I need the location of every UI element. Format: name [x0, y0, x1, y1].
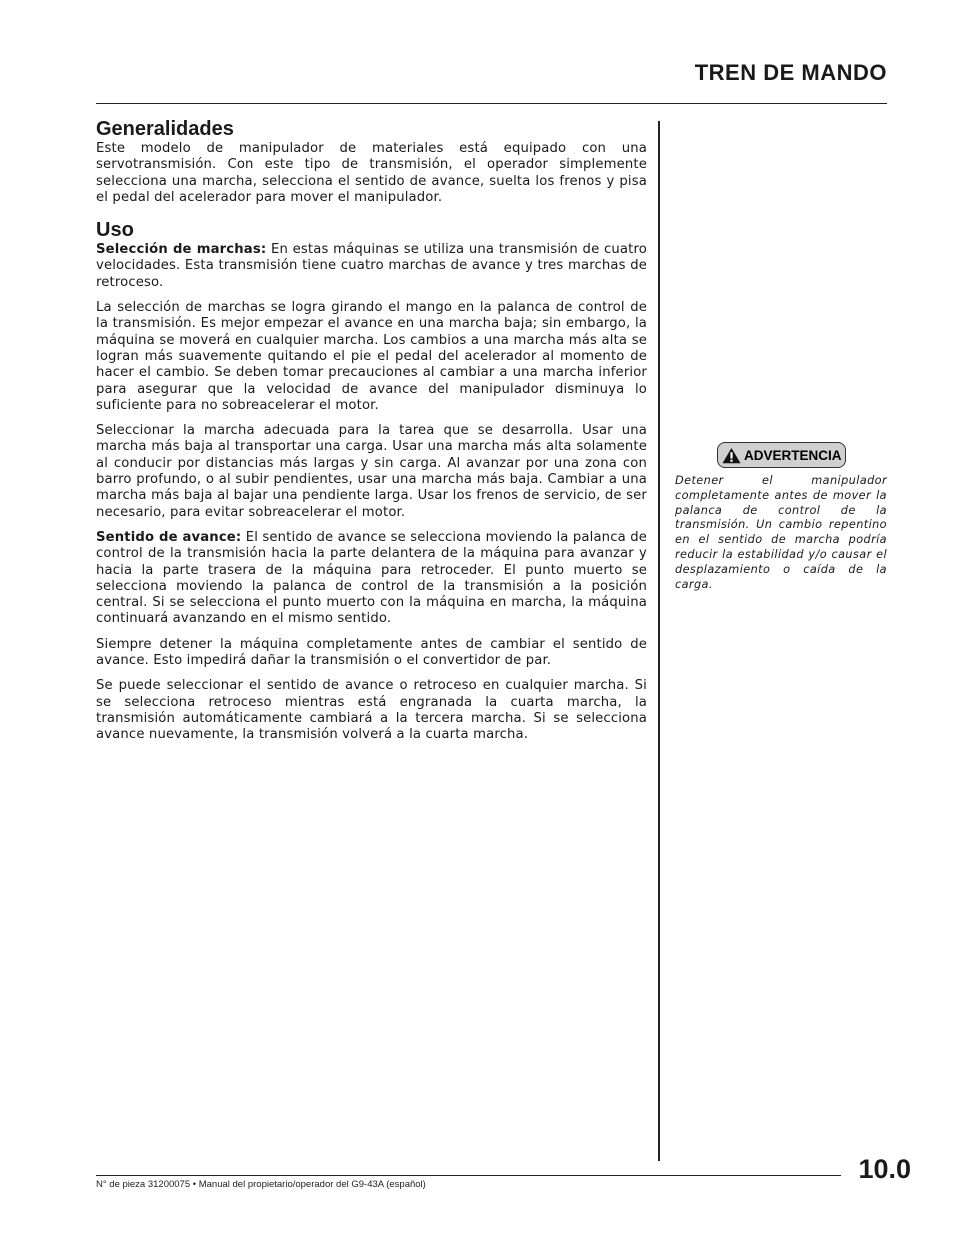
footer-part-number: N° de pieza 31200075 • Manual del propietario/operador del G9-43A (español) [96, 1179, 426, 1190]
warning-triangle-icon [722, 447, 741, 464]
seleccion-marchas-label: Selección de marchas: [96, 242, 267, 258]
detener-paragraph: Siempre detener la máquina completamente antes de cambiar el sentido de avance. Esto impedirá dañar la transmisión o el convertidor de par. [96, 636, 647, 669]
seleccion-procedure-paragraph: La selección de marchas se logra girando el mango en la palanca de control de la transmisión. Es mejor empezar el avance en una marcha baja; sin embargo, la máquina se moverá en cualquier marcha. Los cambios a una marcha más alta se logran más suavemente quitando el pie el pedal del acelerador al momento de hacer el cambio. Se deben tomar precauciones al cambiar a una marcha inferior para asegurar que la velocidad de avance del manipulador disminuya lo suficiente para no sobreacelerar el motor. [96, 300, 647, 413]
uso-heading: Uso [96, 219, 134, 242]
footer-rule [96, 1175, 841, 1176]
page-number: 10.0 [858, 1154, 911, 1184]
sentido-avance-text: El sentido de avance se selecciona moviendo la palanca de control de la transmisión hacia la parte delantera de la máquina para avanzar y hacia la parte trasera de la máquina para retroceder. El punto muerto se selecciona moviendo la palanca de control de la transmisión a la posición central. Si se selecciona el punto muerto con la máquina en marcha, la máquina continuará avanzando en el mismo sentido. [96, 529, 647, 627]
column-divider [658, 121, 660, 1161]
retroceso-paragraph: Se puede seleccionar el sentido de avance o retroceso en cualquier marcha. Si se selecciona retroceso mientras está engranada la cuarta marcha, la transmisión automáticamente cambiará a la tercera marcha. Si se selecciona avance nuevamente, la transmisión volverá a la cuarta marcha. [96, 678, 647, 743]
warning-badge [717, 442, 846, 468]
warning-text: Detener el manipulador completamente antes de mover la palanca de control de la transmisión. Un cambio repentino en el sentido de marcha podría reducir la estabilidad y/o causar el desplazamiento o caída de la carga. [675, 474, 887, 591]
sentido-avance-paragraph [96, 530, 647, 628]
section-title: TREN DE MANDO [694, 60, 887, 85]
side-column [675, 442, 887, 592]
seleccion-marchas-text: En estas máquinas se utiliza una transmisión de cuatro velocidades. Esta transmisión tiene cuatro marchas de avance y tres marchas de retroceso. [96, 242, 647, 290]
sentido-avance-label: Sentido de avance: [96, 529, 242, 545]
header-rule [96, 103, 887, 104]
generalidades-heading: Generalidades [96, 118, 234, 140]
marcha-adecuada-paragraph: Seleccionar la marcha adecuada para la tarea que se desarrolla. Usar una marcha más baja al transportar una carga. Usar una marcha más alta solamente al conducir por distancias más largas y sin carga. Al avanzar por una zona con barro profundo, o al subir pendientes, usar una marcha más baja. Cambiar a una marcha más baja al bajar una pendiente larga. Usar los frenos de servicio, de ser necesario, para evitar sobreacelerar el motor. [96, 423, 647, 520]
main-column [96, 117, 647, 753]
warning-label: ADVERTENCIA [744, 447, 842, 463]
generalidades-paragraph: Este modelo de manipulador de materiales está equipado con una servotransmisión. Con este tipo de transmisión, el operador simplemente selecciona una marcha, selecciona el sentido de avance, suelta los frenos y pisa el pedal del acelerador para mover el manipulador. [96, 141, 647, 205]
seleccion-marchas-paragraph [96, 242, 647, 291]
